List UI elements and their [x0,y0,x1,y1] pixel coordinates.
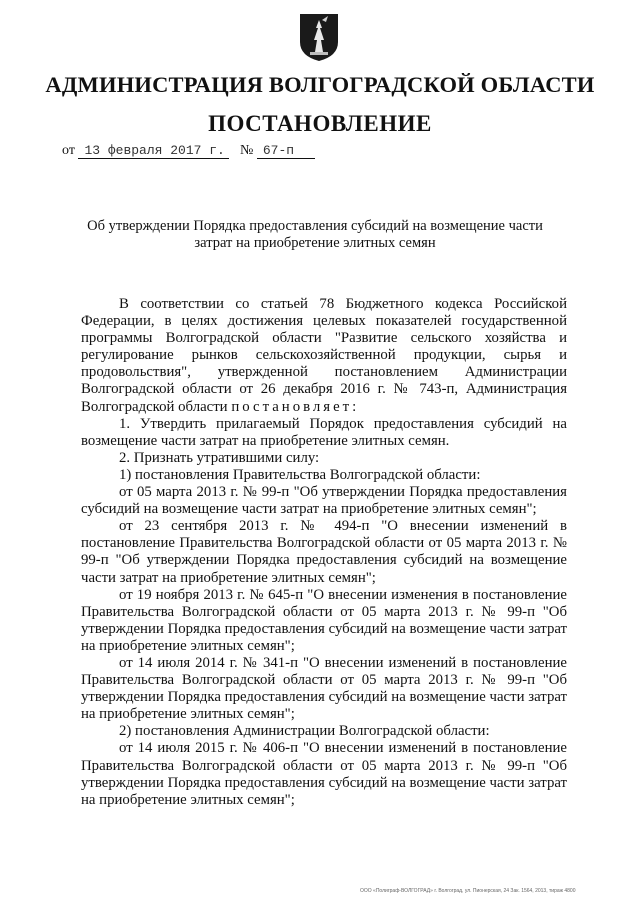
document-body [81,296,567,809]
document-title: Об утверждении Порядка предоставления субсидий на возмещение части затрат на приобретение элитных семян [87,218,543,251]
body-paragraph: от 14 июля 2014 г. № 341-п "О внесении изменений в постановление Правительства Волгоградской области от 05 марта 2013 г. № 99-п "Об утверждении Порядка предоставления субсидий на возмещение части затрат на приобретение элитных семян"; [81,654,567,723]
number-line [240,143,315,159]
body-paragraph: от 14 июля 2015 г. № 406-п "О внесении изменений в постановление Правительства Волгоградской области от 05 марта 2013 г. № 99-п "Об утверждении Порядка предоставления субсидий на возмещение части затрат на приобретение элитных семян"; [81,740,567,808]
intro-text: В соответствии со статьей 78 Бюджетного кодекса Российской Федерации, в целях достижения целевых показателей государственной программы Волгоградской области "Развитие сельского хозяйства и регулирование рынков сельскохозяйственной продукции, сырья и продовольствия", утвержденной постановлением Администрации Волгоградской области от 26 декабря 2016 г. № 743-п, Администрация Волгоградской области [81,296,567,415]
document-number: 67-п [257,143,315,159]
body-paragraph: от 05 марта 2013 г. № 99-п "Об утверждении Порядка предоставления субсидий на возмещение части затрат на приобретение элитных семян"; [81,484,567,518]
body-paragraph: 2. Признать утратившими силу: [119,449,320,466]
organization-name: АДМИНИСТРАЦИЯ ВОЛГОГРАДСКОЙ ОБЛАСТИ [45,72,595,97]
printer-imprint: ООО «Полиграф-ВОЛГОГРАД» г. Волгоград, ул. Пионерская, 24 Зак. 1564, 2013, тираж 4800 [360,888,576,894]
body-paragraph: 1) постановления Правительства Волгоградской области: [119,466,481,483]
intro-paragraph [81,296,567,416]
body-paragraph: 1. Утвердить прилагаемый Порядок предоставления субсидий на возмещение части затрат на приобретение элитных семян. [81,415,567,449]
document-type: ПОСТАНОВЛЕНИЕ [208,111,432,136]
body-paragraph: от 23 сентября 2013 г. № 494-п "О внесении изменений в постановление Правительства Волгоградской области от 05 марта 2013 г. № 99-п "Об утверждении Порядка предоставления субсидий на возмещение части затрат на приобретение элитных семян"; [81,518,567,586]
date-label: от [62,143,75,158]
document-date: 13 февраля 2017 г. [78,143,229,159]
body-paragraph: 2) постановления Администрации Волгоградской области: [119,723,490,740]
number-label: № [240,143,254,158]
resolution-verb: постановляет: [231,398,360,415]
body-paragraph: от 19 ноября 2013 г. № 645-п "О внесении изменения в постановление Правительства Волгоградской области от 05 марта 2013 г. № 99-п "Об утверждении Порядка предоставления субсидий на возмещение части затрат на приобретение элитных семян"; [81,586,567,654]
date-line [62,143,229,159]
volgograd-emblem-icon [298,12,340,62]
